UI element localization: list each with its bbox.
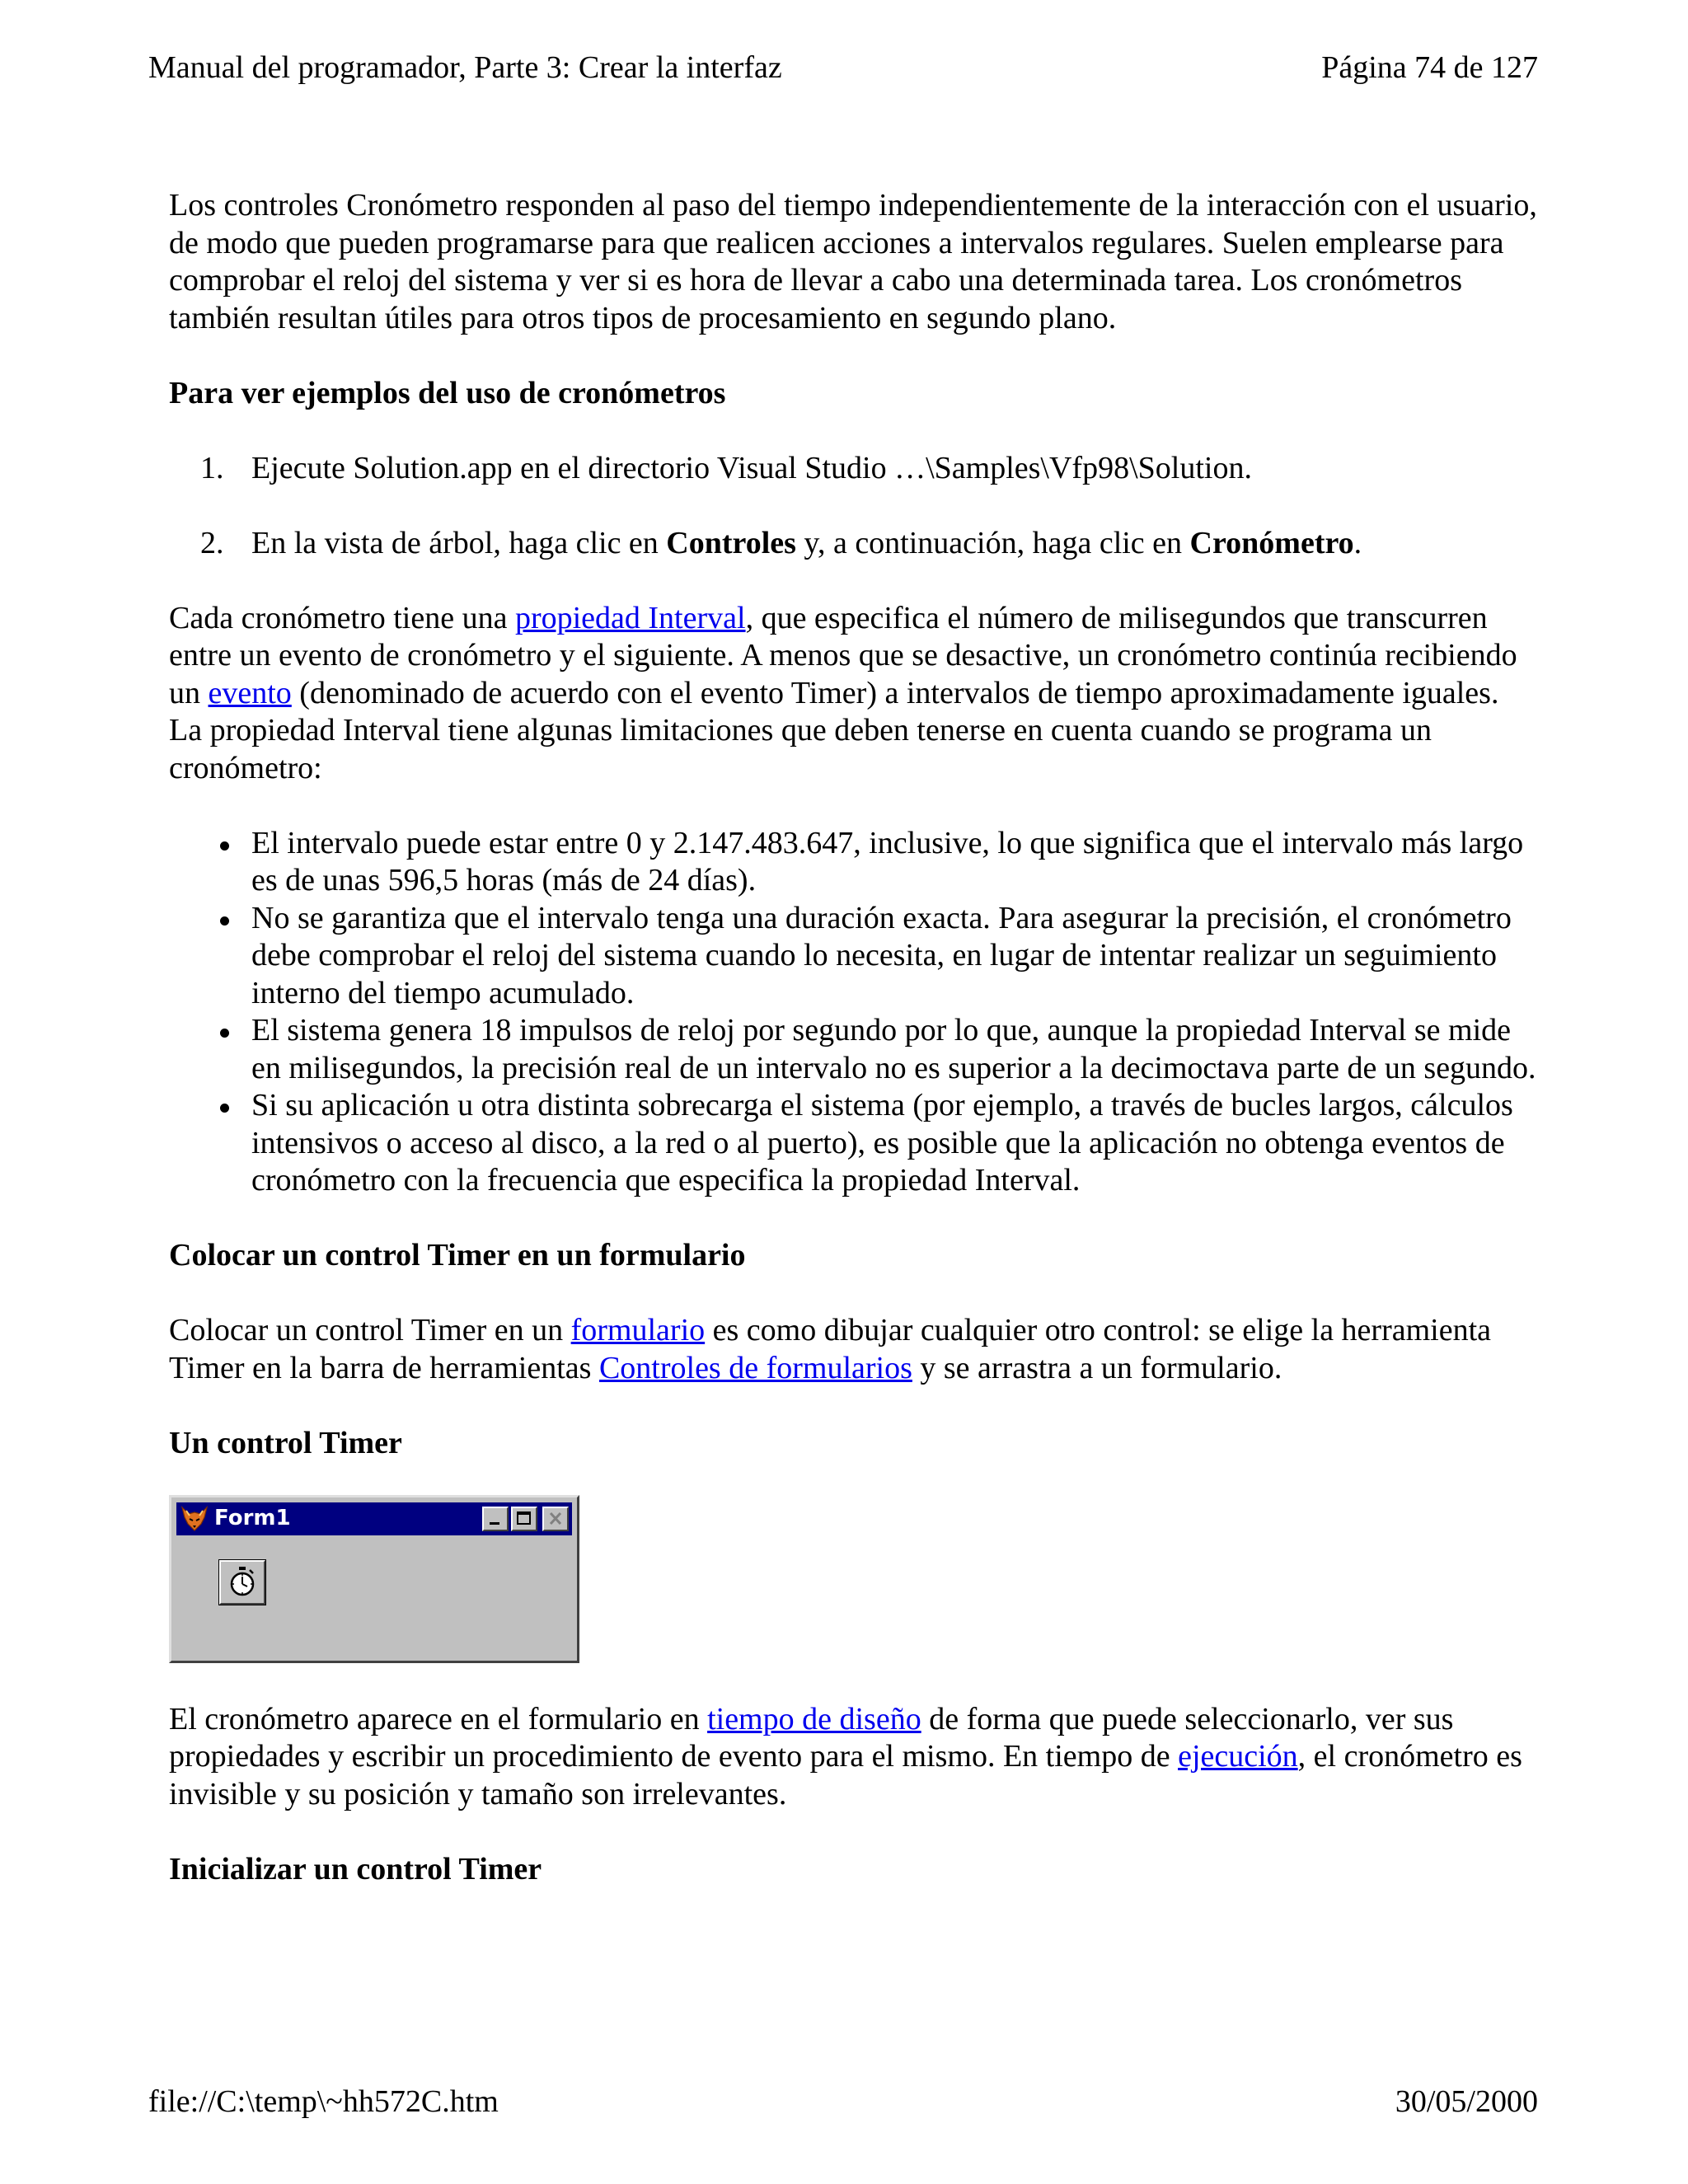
bullet-dot-icon bbox=[220, 916, 229, 926]
step-item bbox=[169, 450, 1537, 488]
step-bold-controles: Controles bbox=[666, 525, 796, 560]
bullet-text: Si su aplicación u otra distinta sobrecarga el sistema (por ejemplo, a través de bucles largos, cálculos intensivos o acceso al disco, a la red o al puerto), es posible que la aplicación no obtenga eventos de cronómetro con la frecuencia que especifica la propiedad Interval. bbox=[251, 1088, 1513, 1197]
design-text-2: de forma que puede seleccionarlo, ver sus propiedades y escribir un procedimiento de evento para el mismo. En tiempo de bbox=[169, 1701, 1454, 1774]
bullet-text: El intervalo puede estar entre 0 y 2.147.483.647, inclusive, lo que significa que el intervalo más largo es de unas 596,5 horas (más de 24 días). bbox=[251, 825, 1524, 898]
link-propiedad-interval[interactable]: propiedad Interval bbox=[514, 600, 746, 635]
interval-text-3: (denominado de acuerdo con el evento Timer) a intervalos de tiempo aproximadamente iguales. La propiedad Interval tiene algunas limitaciones que deben tenerse en cuenta cuando se programa un cronómetro: bbox=[169, 675, 1499, 785]
minimize-icon bbox=[484, 1508, 507, 1530]
intro-paragraph: Los controles Cronómetro responden al paso del tiempo independientemente de la interacción con el usuario, de modo que pueden programarse para que realicen acciones a intervalos regulares. Suelen emplearse para comprobar el reloj del sistema y ver si es hora de llevar a cabo una determinada tarea. Los cronómetros también resultan útiles para otros tipos de procesamiento en segundo plano. bbox=[169, 188, 1537, 335]
heading-timer-control: Un control Timer bbox=[169, 1425, 402, 1460]
close-button[interactable] bbox=[542, 1507, 569, 1531]
link-tiempo-de-diseno[interactable]: tiempo de diseño bbox=[707, 1701, 921, 1736]
design-text-3: , el cronómetro es invisible y su posición y tamaño son irrelevantes. bbox=[169, 1739, 1522, 1811]
step-text-post: . bbox=[1353, 525, 1362, 560]
stopwatch-icon bbox=[221, 1562, 264, 1603]
heading-init-timer: Inicializar un control Timer bbox=[169, 1851, 542, 1886]
form-title: Form1 bbox=[214, 1506, 291, 1531]
fox-icon bbox=[180, 1506, 209, 1532]
step-item bbox=[169, 525, 1537, 563]
footer-date: 30/05/2000 bbox=[1395, 2084, 1538, 2119]
heading-examples: Para ver ejemplos del uso de cronómetros bbox=[169, 375, 726, 410]
bullet-item bbox=[169, 900, 1537, 1013]
header-page-number: Página 74 de 127 bbox=[1321, 50, 1538, 85]
place-text-2: es como dibujar cualquier otro control: se elige la herramienta Timer en la barra de herramientas bbox=[169, 1313, 1491, 1385]
bullet-item bbox=[169, 825, 1537, 900]
minimize-button[interactable] bbox=[482, 1507, 509, 1531]
header-title: Manual del programador, Parte 3: Crear la interfaz bbox=[148, 50, 782, 85]
maximize-icon bbox=[513, 1508, 536, 1530]
place-paragraph bbox=[169, 1312, 1537, 1387]
footer-file-path: file://C:\temp\~hh572C.htm bbox=[148, 2084, 499, 2119]
place-text-3: y se arrastra a un formulario. bbox=[912, 1350, 1282, 1385]
interval-text-1: Cada cronómetro tiene una bbox=[169, 600, 515, 635]
timer-control[interactable] bbox=[219, 1560, 265, 1605]
bullet-dot-icon bbox=[220, 1029, 229, 1038]
step-text-mid: y, a continuación, haga clic en bbox=[795, 525, 1190, 560]
interval-text-2: , que especifica el número de milisegundos que transcurren entre un evento de cronómetro y el siguiente. A menos que se desactive, un cronómetro continúa recibiendo un bbox=[169, 600, 1517, 710]
limitations-list bbox=[169, 825, 1537, 1200]
step-text-pre: En la vista de árbol, haga clic en bbox=[251, 525, 667, 560]
form-window-figure bbox=[169, 1495, 579, 1663]
form-titlebar bbox=[176, 1502, 572, 1535]
running-header bbox=[148, 49, 1538, 86]
step-bold-cronometro: Cronómetro bbox=[1189, 525, 1354, 560]
steps-list bbox=[169, 450, 1537, 563]
step-number: 1. bbox=[200, 450, 224, 485]
bullet-dot-icon bbox=[220, 1104, 229, 1113]
link-formulario[interactable]: formulario bbox=[570, 1313, 706, 1347]
interval-paragraph bbox=[169, 600, 1537, 788]
bullet-item bbox=[169, 1087, 1537, 1200]
close-icon bbox=[544, 1508, 567, 1530]
bullet-text: No se garantiza que el intervalo tenga una duración exacta. Para asegurar la precisión, el cronómetro debe comprobar el reloj del sistema cuando lo necesita, en lugar de intentar realizar un seguimiento interno del tiempo acumulado. bbox=[251, 900, 1512, 1010]
bullet-dot-icon bbox=[220, 841, 229, 851]
step-text: Ejecute Solution.app en el directorio Visual Studio …\Samples\Vfp98\Solution. bbox=[251, 450, 1252, 485]
step-number: 2. bbox=[200, 525, 224, 560]
link-ejecucion[interactable]: ejecución bbox=[1178, 1739, 1298, 1774]
heading-place-timer: Colocar un control Timer en un formulario bbox=[169, 1238, 746, 1272]
place-text-1: Colocar un control Timer en un bbox=[169, 1313, 571, 1347]
maximize-button[interactable] bbox=[511, 1507, 537, 1531]
bullet-item bbox=[169, 1012, 1537, 1087]
link-controles-de-formularios[interactable]: Controles de formularios bbox=[598, 1350, 912, 1385]
design-time-paragraph bbox=[169, 1701, 1537, 1814]
link-evento[interactable]: evento bbox=[208, 675, 292, 710]
design-text-1: El cronómetro aparece en el formulario en bbox=[169, 1701, 708, 1736]
document-body bbox=[169, 187, 1537, 1888]
running-footer bbox=[148, 2083, 1538, 2120]
bullet-text: El sistema genera 18 impulsos de reloj por segundo por lo que, aunque la propiedad Interval se mide en milisegundos, la precisión real de un intervalo no es superior a la decimoctava parte de un segundo. bbox=[251, 1013, 1536, 1085]
